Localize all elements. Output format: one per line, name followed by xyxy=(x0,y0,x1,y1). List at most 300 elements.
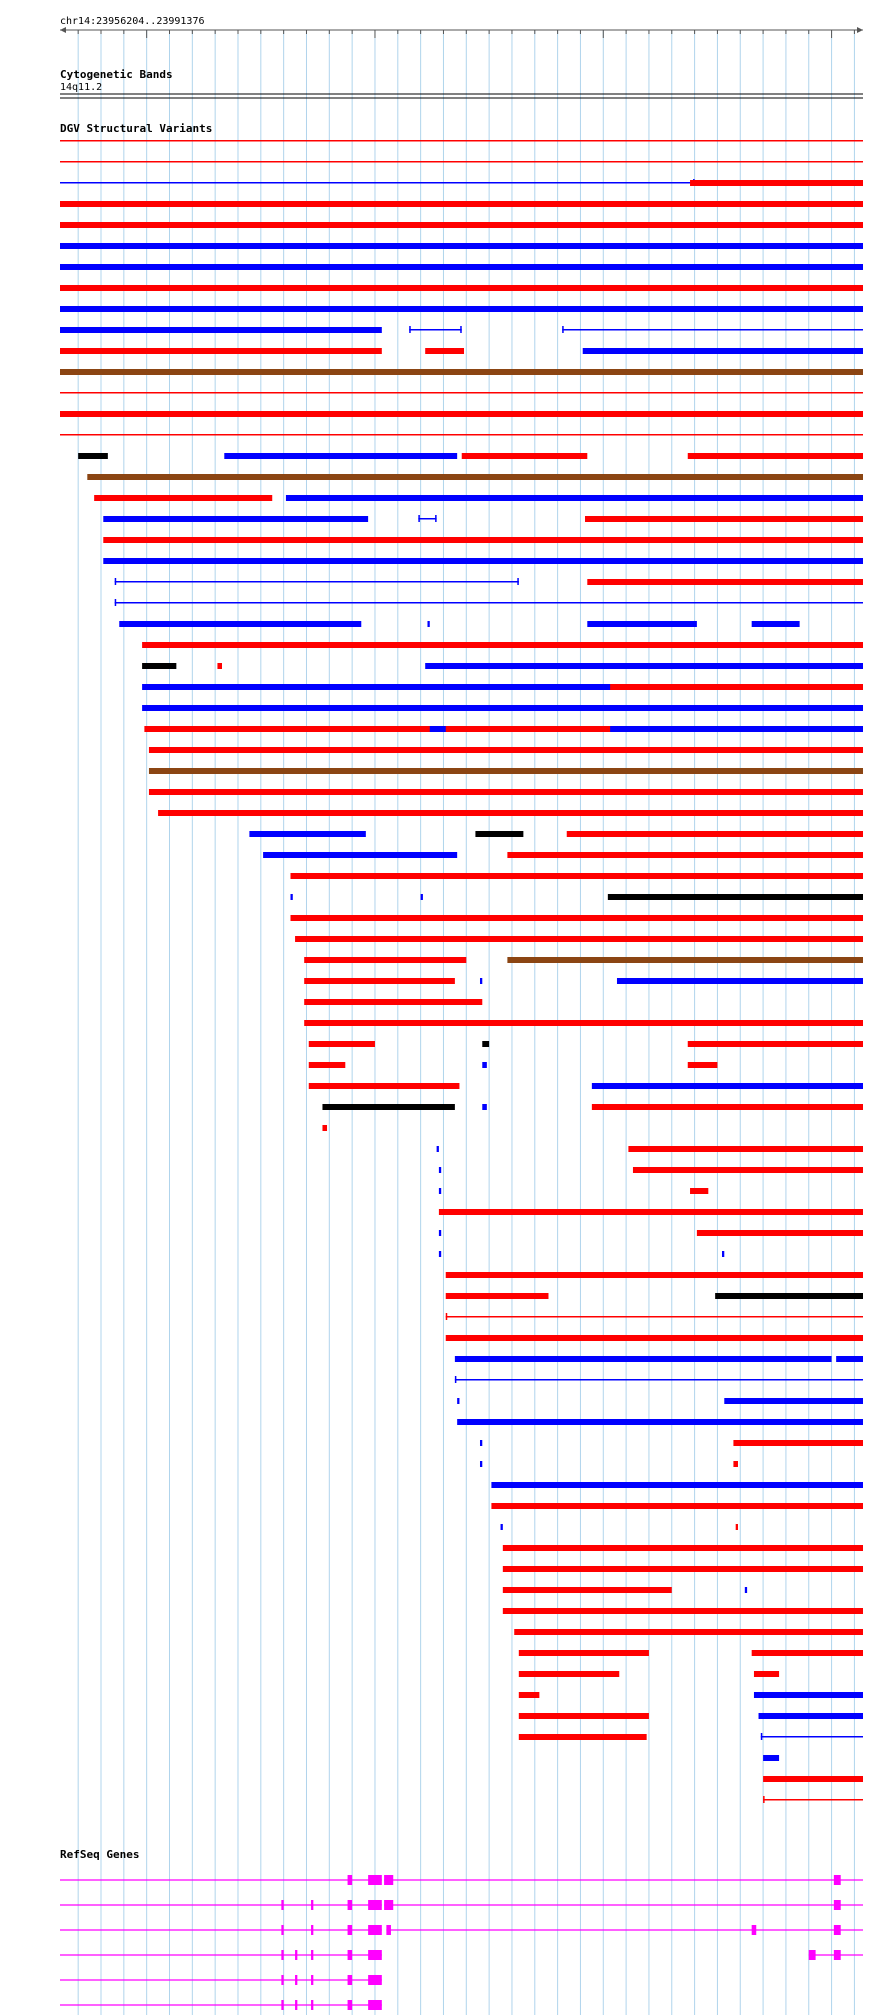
variant-feature xyxy=(752,1650,863,1656)
variant-bar xyxy=(142,642,863,648)
gene-exon xyxy=(295,2000,297,2010)
variant-feature xyxy=(763,1755,779,1761)
variant-feature xyxy=(286,495,863,501)
variant-feature xyxy=(754,1671,779,1677)
variant-feature xyxy=(633,1167,863,1173)
variant-feature xyxy=(304,999,482,1005)
variant-bar xyxy=(142,705,863,711)
variant-feature xyxy=(491,1503,863,1509)
variant-bar xyxy=(736,1524,738,1530)
variant-bar xyxy=(437,1146,439,1152)
variant-feature xyxy=(60,222,863,228)
gene-transcript xyxy=(60,1925,382,1935)
variant-bar xyxy=(501,1524,503,1530)
gene-exon xyxy=(348,2000,353,2010)
variant-bar xyxy=(759,1713,863,1719)
variant-feature xyxy=(60,411,863,417)
variant-bar xyxy=(752,621,800,627)
variant-feature xyxy=(480,1461,482,1467)
variant-feature xyxy=(562,326,863,333)
gene-exon xyxy=(368,1900,382,1910)
ruler-left-arrow xyxy=(60,27,66,33)
variant-feature xyxy=(309,1041,375,1047)
variant-feature xyxy=(149,747,863,753)
variant-feature xyxy=(224,453,457,459)
variant-bar xyxy=(688,453,863,459)
variant-feature xyxy=(263,852,457,858)
variant-feature xyxy=(60,327,382,333)
variant-feature xyxy=(87,474,863,480)
cytoband-track-title: Cytogenetic Bands xyxy=(60,68,173,81)
variant-bar xyxy=(733,1440,863,1446)
variant-feature xyxy=(78,453,108,459)
gene-exon xyxy=(386,1925,391,1935)
variant-feature xyxy=(587,621,697,627)
gene-exon xyxy=(384,1900,393,1910)
variant-feature xyxy=(763,1776,863,1782)
dgv-track xyxy=(60,122,863,1803)
variant-thin-line xyxy=(60,140,863,142)
variant-feature xyxy=(482,1041,489,1047)
variant-feature xyxy=(304,978,455,984)
variant-bar xyxy=(608,894,863,900)
variant-bar xyxy=(587,621,697,627)
variant-feature xyxy=(142,642,863,648)
gene-exon xyxy=(295,1950,297,1960)
variant-feature xyxy=(759,1713,863,1719)
gene-exon xyxy=(281,1975,283,1985)
variant-bar xyxy=(462,453,588,459)
variant-feature xyxy=(733,1461,738,1467)
gene-exon xyxy=(281,2000,283,2010)
variant-bar xyxy=(482,1104,487,1110)
variant-bar xyxy=(587,579,863,585)
variant-feature xyxy=(690,180,863,186)
variant-bar xyxy=(480,1440,482,1446)
variant-bar xyxy=(286,495,863,501)
variant-feature xyxy=(503,1587,672,1593)
variant-bar xyxy=(149,789,863,795)
variant-bar xyxy=(304,999,482,1005)
variant-feature xyxy=(519,1692,540,1698)
variant-bar xyxy=(446,1335,863,1341)
variant-bar xyxy=(309,1041,375,1047)
variant-feature xyxy=(119,621,361,627)
variant-bar xyxy=(94,495,272,501)
variant-bar xyxy=(754,1671,779,1677)
variant-bar xyxy=(592,1104,863,1110)
variant-bar xyxy=(514,1629,863,1635)
variant-bar xyxy=(60,285,863,291)
variant-feature xyxy=(60,161,863,163)
variant-end-tick xyxy=(763,1796,765,1803)
variant-feature xyxy=(439,1209,863,1215)
variant-feature xyxy=(60,140,863,142)
variant-feature xyxy=(754,1692,863,1698)
variant-feature xyxy=(290,894,292,900)
variant-feature xyxy=(304,957,466,963)
variant-feature xyxy=(514,1629,863,1635)
ruler-right-arrow xyxy=(857,27,863,33)
variant-feature xyxy=(295,936,863,942)
variant-feature xyxy=(482,1062,487,1068)
variant-bar xyxy=(217,663,222,669)
variant-feature xyxy=(724,1398,863,1404)
variant-feature xyxy=(507,957,863,963)
gene-exon xyxy=(809,1950,816,1960)
variant-bar xyxy=(158,810,863,816)
variant-bar xyxy=(592,1083,863,1089)
variant-feature xyxy=(439,1251,441,1257)
variant-feature xyxy=(507,852,863,858)
variant-bar xyxy=(60,306,863,312)
gene-transcript xyxy=(384,1900,863,1910)
variant-bar xyxy=(322,1104,454,1110)
variant-feature xyxy=(610,684,863,690)
variant-feature xyxy=(608,894,863,900)
variant-feature xyxy=(583,348,863,354)
variant-bar xyxy=(78,453,108,459)
variant-feature xyxy=(610,726,863,732)
variant-bar xyxy=(304,1020,863,1026)
variant-feature xyxy=(60,434,863,436)
variant-feature xyxy=(722,1251,724,1257)
variant-feature xyxy=(617,978,863,984)
variant-bar xyxy=(480,1461,482,1467)
gene-exon xyxy=(311,1950,313,1960)
variant-bar xyxy=(60,369,863,375)
gene-exon xyxy=(311,1925,313,1935)
variant-feature xyxy=(745,1587,747,1593)
variant-bar xyxy=(142,663,176,669)
variant-bar xyxy=(425,663,863,669)
variant-bar xyxy=(309,1083,460,1089)
variant-bar xyxy=(304,957,466,963)
variant-feature xyxy=(519,1713,649,1719)
variant-feature xyxy=(457,1398,459,1404)
variant-bar xyxy=(60,201,863,207)
variant-feature xyxy=(439,1188,441,1194)
gene-exon xyxy=(348,1925,353,1935)
variant-bar xyxy=(249,831,365,837)
variant-feature xyxy=(480,1440,482,1446)
variant-bar xyxy=(491,1482,863,1488)
variant-feature xyxy=(249,831,365,837)
variant-bar xyxy=(519,1713,649,1719)
ruler-track xyxy=(60,16,863,38)
variant-thin-line xyxy=(455,1379,863,1381)
gene-exon xyxy=(752,1925,757,1935)
gene-exon xyxy=(834,1950,841,1960)
variant-bar xyxy=(149,747,863,753)
variant-feature xyxy=(503,1545,863,1551)
variant-bar xyxy=(290,915,863,921)
variant-bar xyxy=(60,411,863,417)
variant-thin-line xyxy=(115,581,519,583)
variant-feature xyxy=(103,558,863,564)
variant-bar xyxy=(103,558,863,564)
variant-bar xyxy=(224,453,457,459)
variant-feature xyxy=(421,894,423,900)
variant-bar xyxy=(763,1755,779,1761)
variant-bar xyxy=(690,180,863,186)
gene-exon xyxy=(311,1900,313,1910)
variant-thin-line xyxy=(115,602,863,604)
variant-end-tick xyxy=(418,515,420,522)
variant-bar xyxy=(439,1188,441,1194)
variant-bar xyxy=(103,537,863,543)
variant-feature xyxy=(103,516,368,522)
variant-bar xyxy=(715,1293,863,1299)
variant-feature xyxy=(439,1167,441,1173)
variant-bar xyxy=(439,1230,441,1236)
variant-feature xyxy=(103,537,863,543)
variant-bar xyxy=(752,1650,863,1656)
variant-feature xyxy=(587,579,863,585)
variant-end-tick xyxy=(517,578,519,585)
variant-feature xyxy=(503,1566,863,1572)
variant-bar xyxy=(103,516,368,522)
variant-feature xyxy=(503,1608,863,1614)
variant-bar xyxy=(519,1671,619,1677)
variant-bar xyxy=(457,1419,863,1425)
variant-bar xyxy=(295,936,863,942)
gene-exon xyxy=(834,1900,841,1910)
variant-bar xyxy=(263,852,457,858)
gene-exon xyxy=(368,1925,382,1935)
variant-bar xyxy=(87,474,863,480)
variant-bar xyxy=(439,1209,863,1215)
variant-feature xyxy=(836,1356,863,1362)
variant-feature xyxy=(446,1293,549,1299)
variant-bar xyxy=(425,684,430,690)
variant-feature xyxy=(425,348,464,354)
variant-feature xyxy=(688,1062,718,1068)
variant-bar xyxy=(475,831,523,837)
variant-feature xyxy=(290,873,863,879)
cytoband-label: 14q11.2 xyxy=(60,82,103,93)
variant-feature xyxy=(455,1376,863,1383)
variant-feature xyxy=(519,1734,647,1740)
variant-bar xyxy=(690,1188,708,1194)
variant-feature xyxy=(501,1524,503,1530)
variant-bar xyxy=(491,1503,863,1509)
variant-bar xyxy=(446,1293,549,1299)
variant-bar xyxy=(745,1587,747,1593)
variant-thin-line xyxy=(60,434,863,436)
variant-feature xyxy=(409,326,462,333)
variant-bar xyxy=(610,684,863,690)
variant-feature xyxy=(628,1146,863,1152)
variant-bar xyxy=(446,1272,863,1278)
variant-end-tick xyxy=(460,326,462,333)
variant-feature xyxy=(491,1482,863,1488)
gene-transcript xyxy=(384,1875,863,1885)
variant-thin-line xyxy=(761,1736,863,1738)
variant-bar xyxy=(290,873,863,879)
variant-end-tick xyxy=(115,599,117,606)
variant-feature xyxy=(142,705,863,711)
variant-feature xyxy=(439,1230,441,1236)
variant-bar xyxy=(482,1041,489,1047)
variant-bar xyxy=(457,1398,459,1404)
variant-bar xyxy=(507,852,863,858)
variant-bar xyxy=(763,1776,863,1782)
gene-exon xyxy=(311,2000,313,2010)
dgv-track-title: DGV Structural Variants xyxy=(60,122,213,135)
gene-exon xyxy=(348,1900,353,1910)
variant-bar xyxy=(519,1734,647,1740)
variant-bar xyxy=(503,1545,863,1551)
variant-feature xyxy=(763,1796,863,1803)
variant-bar xyxy=(688,1062,718,1068)
gene-exon xyxy=(834,1875,841,1885)
gene-transcript xyxy=(60,1900,382,1910)
variant-bar xyxy=(304,978,455,984)
variant-end-tick xyxy=(761,1733,763,1740)
variant-thin-line xyxy=(562,329,863,331)
gene-exon xyxy=(368,1875,382,1885)
variant-thin-line xyxy=(60,392,863,394)
variant-end-tick xyxy=(409,326,411,333)
refseq-track-title: RefSeq Genes xyxy=(60,1848,140,1861)
refseq-track xyxy=(60,1848,863,2010)
variant-bar xyxy=(503,1566,863,1572)
variant-bar xyxy=(60,264,863,270)
gene-exon xyxy=(368,2000,382,2010)
variant-feature xyxy=(149,789,863,795)
variant-thin-line xyxy=(763,1799,863,1801)
variant-bar xyxy=(628,1146,863,1152)
variant-thin-line xyxy=(60,182,695,184)
variant-bar xyxy=(290,894,292,900)
variant-feature xyxy=(446,1335,863,1341)
gene-exon xyxy=(384,1875,393,1885)
variant-feature xyxy=(149,768,863,774)
variant-feature xyxy=(304,1020,863,1026)
variant-bar xyxy=(60,243,863,249)
gene-exon xyxy=(368,1950,382,1960)
variant-feature xyxy=(592,1104,863,1110)
variant-feature xyxy=(60,243,863,249)
variant-bar xyxy=(427,621,429,627)
gene-exon xyxy=(281,1925,283,1935)
variant-thin-line xyxy=(446,1316,863,1318)
variant-feature xyxy=(752,621,800,627)
variant-thin-line xyxy=(60,161,863,163)
variant-feature xyxy=(158,810,863,816)
variant-bar xyxy=(519,1650,649,1656)
variant-feature xyxy=(322,1125,327,1131)
variant-feature xyxy=(427,621,429,627)
variant-end-tick xyxy=(446,1313,448,1320)
variant-end-tick xyxy=(562,326,564,333)
variant-feature xyxy=(94,495,272,501)
variant-bar xyxy=(724,1398,863,1404)
gene-transcript xyxy=(60,1875,382,1885)
variant-feature xyxy=(290,915,863,921)
variant-bar xyxy=(60,327,382,333)
variant-feature xyxy=(60,179,695,186)
variant-bar xyxy=(503,1587,672,1593)
variant-feature xyxy=(425,684,430,690)
variant-bar xyxy=(633,1167,863,1173)
variant-feature xyxy=(688,453,863,459)
gene-exon xyxy=(281,1950,283,1960)
gene-transcript xyxy=(60,2000,382,2010)
variant-feature xyxy=(60,392,863,394)
variant-feature xyxy=(309,1062,346,1068)
variant-feature xyxy=(480,978,482,984)
variant-feature xyxy=(733,1440,863,1446)
variant-feature xyxy=(446,1313,863,1320)
variant-feature xyxy=(519,1650,649,1656)
variant-feature xyxy=(455,1356,832,1362)
variant-feature xyxy=(142,663,176,669)
variant-end-tick xyxy=(115,578,117,585)
variant-feature xyxy=(60,264,863,270)
variant-bar xyxy=(439,1167,441,1173)
variant-feature xyxy=(482,1104,487,1110)
variant-feature xyxy=(567,831,863,837)
variant-bar xyxy=(722,1251,724,1257)
variant-thin-line xyxy=(418,518,436,520)
variant-feature xyxy=(736,1524,738,1530)
cytoband-track xyxy=(60,68,863,98)
variant-bar xyxy=(309,1062,346,1068)
variant-bar xyxy=(610,726,863,732)
variant-bar xyxy=(425,348,464,354)
variant-feature xyxy=(592,1083,863,1089)
gene-exon xyxy=(368,1975,382,1985)
variant-bar xyxy=(585,516,863,522)
variant-bar xyxy=(617,978,863,984)
variant-bar xyxy=(421,894,423,900)
variant-bar xyxy=(697,1230,863,1236)
variant-end-tick xyxy=(455,1376,457,1383)
variant-feature xyxy=(697,1230,863,1236)
gene-exon xyxy=(311,1975,313,1985)
region-label: chr14:23956204..23991376 xyxy=(60,16,205,27)
variant-bar xyxy=(836,1356,863,1362)
variant-bar xyxy=(60,348,382,354)
variant-bar xyxy=(60,222,863,228)
variant-feature xyxy=(60,285,863,291)
variant-feature xyxy=(60,369,863,375)
gene-transcript xyxy=(60,1950,382,1960)
variant-bar xyxy=(480,978,482,984)
variant-bar xyxy=(503,1608,863,1614)
variant-feature xyxy=(688,1041,863,1047)
gene-exon xyxy=(295,1975,297,1985)
gene-transcript xyxy=(60,1975,382,1985)
variant-feature xyxy=(60,201,863,207)
variant-bar xyxy=(322,1125,327,1131)
variant-bar xyxy=(567,831,863,837)
variant-feature xyxy=(309,1083,460,1089)
variant-feature xyxy=(690,1188,708,1194)
variant-feature xyxy=(446,1272,863,1278)
variant-end-tick xyxy=(435,515,437,522)
variant-feature xyxy=(715,1293,863,1299)
variant-feature xyxy=(475,831,523,837)
variant-feature xyxy=(519,1671,619,1677)
variant-bar xyxy=(482,1062,487,1068)
variant-feature xyxy=(585,516,863,522)
gene-transcript xyxy=(386,1925,863,1935)
variant-feature xyxy=(322,1104,454,1110)
variant-bar xyxy=(583,348,863,354)
